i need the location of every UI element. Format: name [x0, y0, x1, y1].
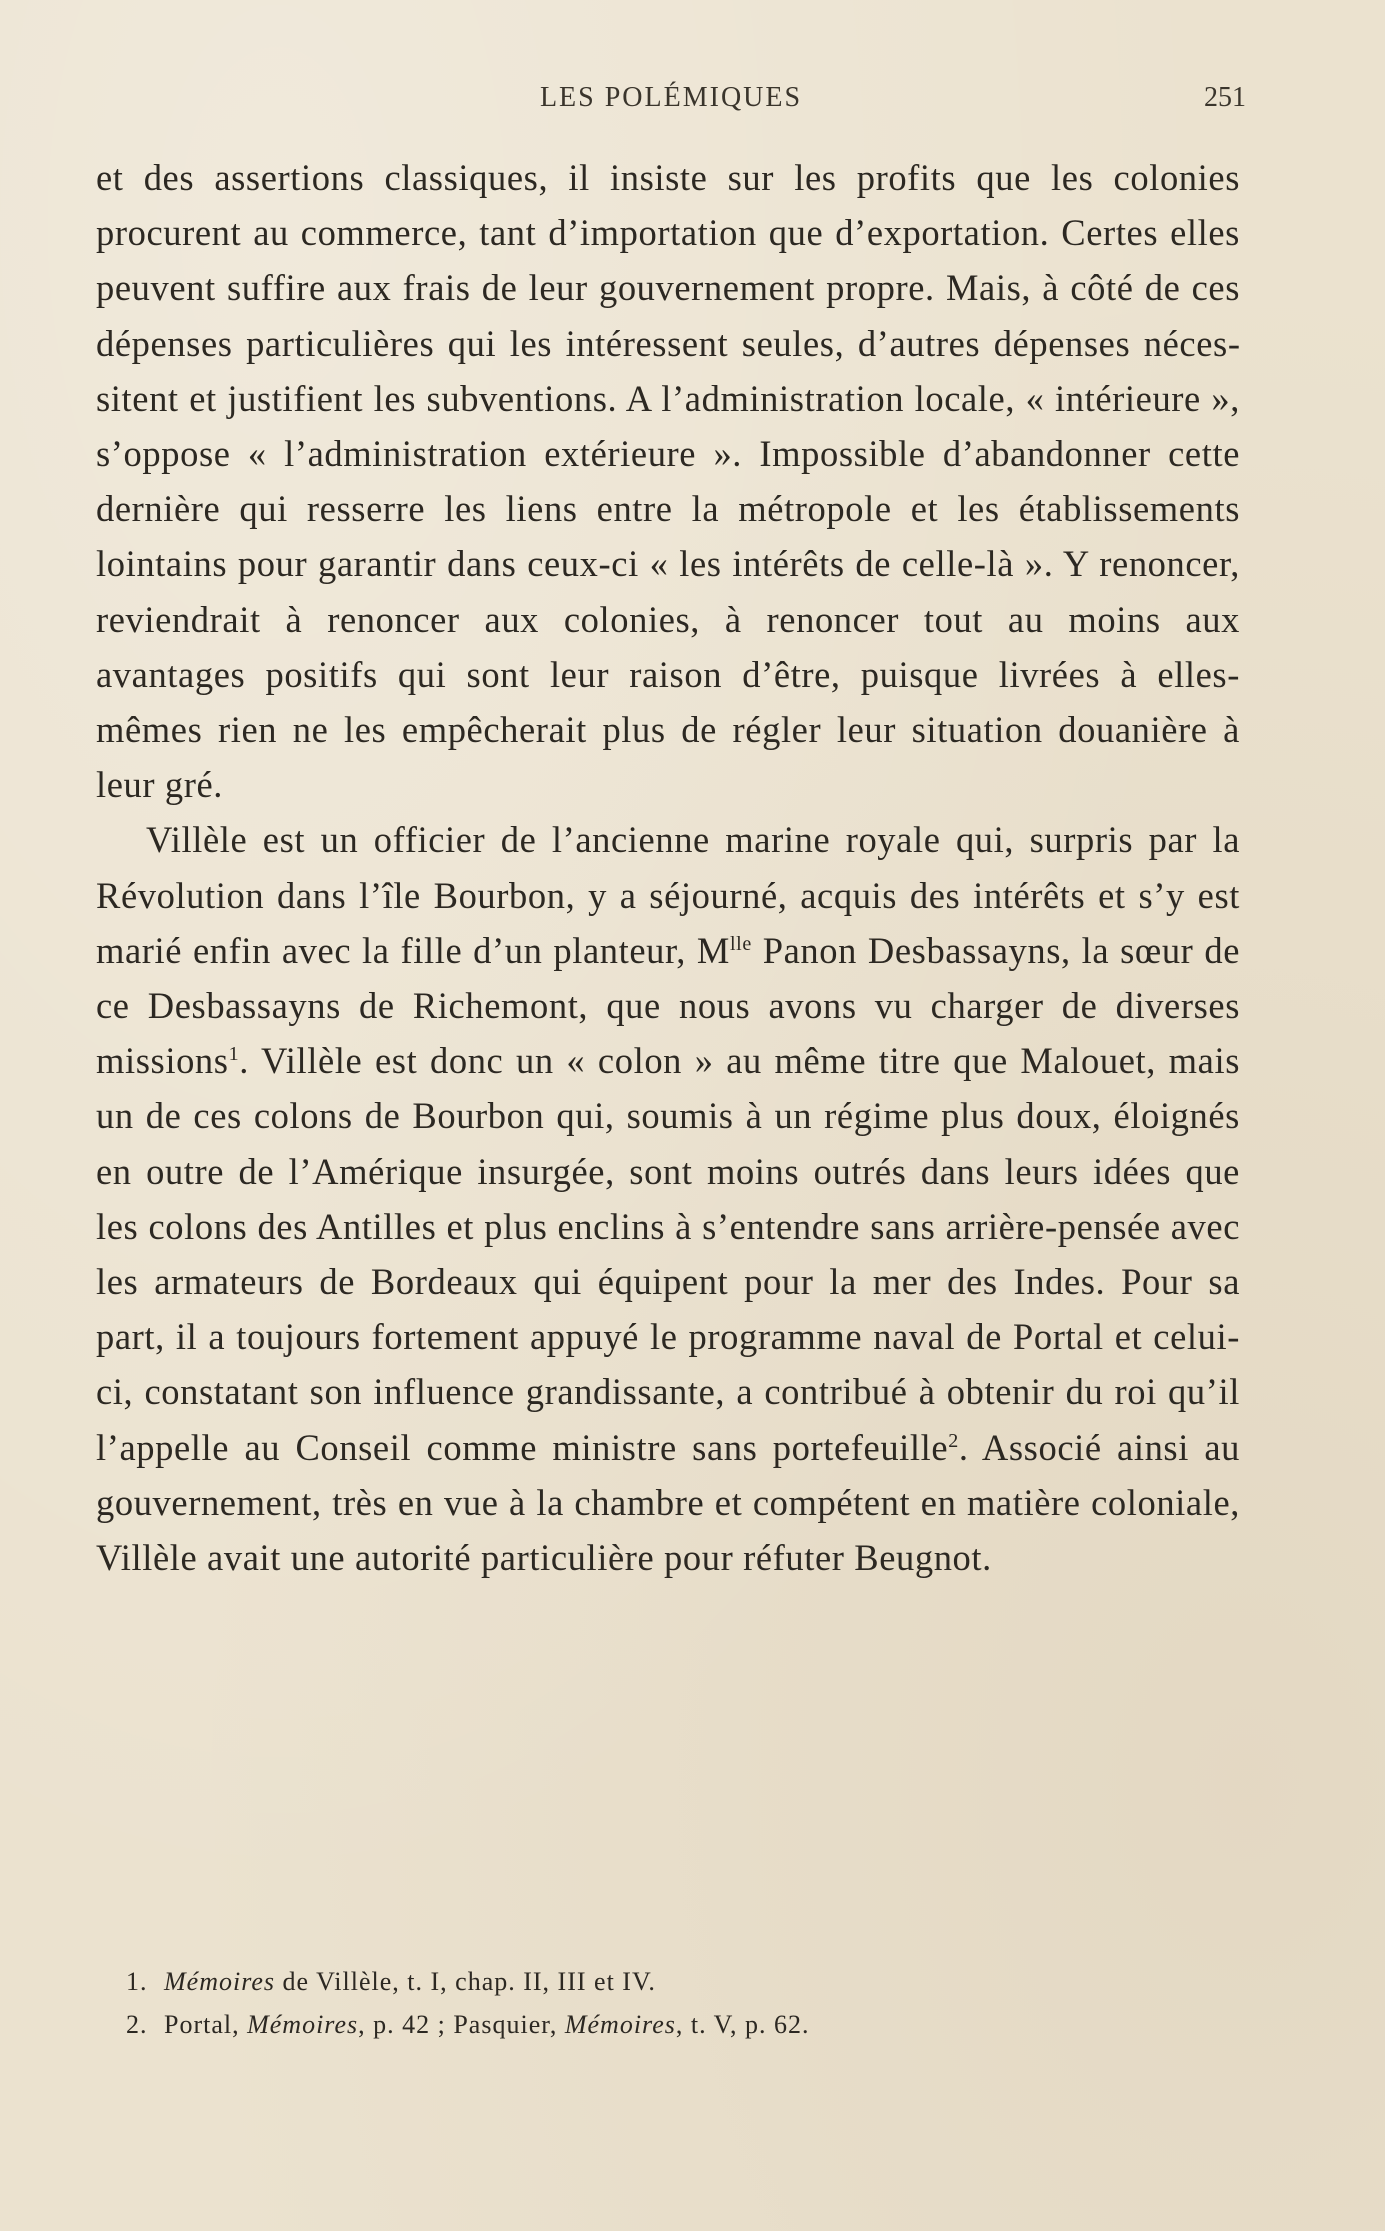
paragraph-2-part-a: Villèle est un officier de l’ancienne marine royale qui, surpris par la Révolution dans l’île Bourbon, y a séjourné, acquis des intérêts et s’y est marié enfin avec la fille d’un planteur, M — [96, 819, 1240, 971]
paragraph-2-part-c: . Villèle est donc un « colon » au même titre que Malouet, mais un de ces colons de Bourbon qui, soumis à un régime plus doux, éloignés en outre de l’Amérique insurgée, sont moins outrés dans leurs idées que les colons des Antilles et plus enclins à s’entendre sans arrière-pensée avec les armateurs de Bordeaux qui équipent pour la mer des Indes. Pour sa part, il a toujours fortement appuyé le programme naval de Portal et celui-ci, constatant son influence grandissante, a contribué à obtenir du roi qu’il l’appelle au Conseil comme ministre sans portefeuille — [96, 1040, 1240, 1468]
footnote-2-author-1: Portal, — [164, 2010, 248, 2039]
page-number: 251 — [1204, 82, 1246, 113]
footnote-ref-2: 2 — [948, 1429, 959, 1452]
footnote-1-text: de Villèle, t. I, chap. II, III et IV. — [275, 1967, 656, 1996]
footnote-ref-1: 1 — [228, 1043, 240, 1066]
paragraph-2 — [96, 812, 1240, 1585]
paragraph-1: et des assertions classiques, il insiste sur les profits que les colonies procurent au commerce, tant d’importation que d’exportation. Certes elles peuvent suffire aux frais de leur gouvernement propre. Mais, à côté de ces dépenses particulières qui les intéressent seules, d’autres dépenses nécessitent et justifient les subventions. A l’administration locale, « intérieure », s’oppose « l’administration extérieure ». Impossible d’abandonner cette dernière qui resserre les liens entre la métropole et les établissements lointains pour garantir dans ceux-ci « les intérêts de celle-là ». Y renoncer, reviendrait à renoncer aux colonies, à renoncer tout au moins aux avantages positifs qui sont leur raison d’être, puisque livrées à elles-mêmes rien ne les empêcherait plus de régler leur situation douanière à leur gré. — [96, 157, 1240, 806]
footnote-1 — [126, 1960, 1236, 2003]
page-header — [96, 82, 1246, 122]
paragraph-2-part-d: . Associé ainsi au gouvernement, très en vue à la chambre et compétent en matière coloniale, Villèle avait une autorité particulière pour réfuter Beugnot. — [96, 1426, 1240, 1579]
footnote-2-number: 2. — [126, 2010, 148, 2039]
footnotes — [126, 1960, 1236, 2046]
footnote-1-number: 1. — [126, 1967, 148, 1996]
footnote-2-title-2: Mémoires — [564, 2010, 676, 2039]
footnote-2-end: , t. V, p. 62. — [675, 2010, 810, 2039]
running-head: LES POLÉMIQUES — [539, 82, 803, 113]
mlle-superscript: lle — [729, 932, 752, 955]
paragraph-2-part-b: Panon Desbassayns, la sœur de ce Desbassayns de Richemont, que nous avons vu charger de diverses missions — [96, 929, 1240, 1082]
body-text — [96, 150, 1240, 1585]
footnote-2-title-1: Mémoires — [247, 2010, 359, 2039]
footnote-1-title: Mémoires — [164, 1967, 276, 1996]
footnote-2-middle: , p. 42 ; Pasquier, — [358, 2010, 565, 2039]
footnote-2 — [126, 2003, 1236, 2046]
